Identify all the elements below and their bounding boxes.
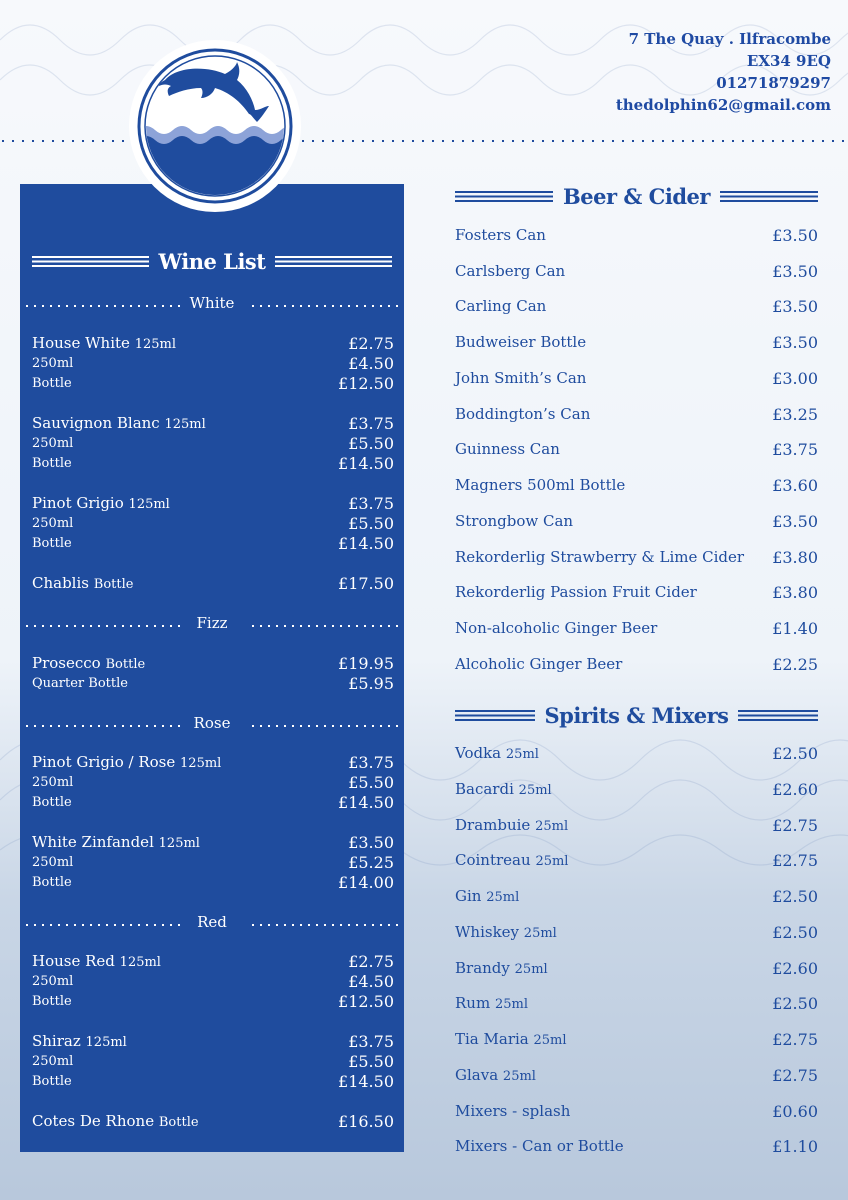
spirit-item: Cointreau 25ml £2.75 bbox=[455, 851, 818, 870]
dolphin-logo bbox=[129, 40, 301, 212]
heading-rule-right bbox=[275, 256, 392, 267]
spirits-title: Spirits & Mixers bbox=[544, 702, 729, 728]
beer-item: John Smith’s Can £3.00 bbox=[455, 369, 818, 388]
wine-item: Sauvignon Blanc 125ml £3.75 250ml £5.50 Bottle £14.50 bbox=[32, 414, 394, 473]
beer-item: Alcoholic Ginger Beer £2.25 bbox=[455, 655, 818, 674]
beer-item: Carling Can £3.50 bbox=[455, 297, 818, 316]
address-postcode: EX34 9EQ bbox=[746, 52, 831, 70]
address-street: 7 The Quay . Ilfracombe bbox=[628, 30, 831, 48]
address-phone: 01271879297 bbox=[716, 74, 831, 92]
category-fizz: Fizz bbox=[20, 614, 404, 634]
category-rose: Rose bbox=[20, 714, 404, 734]
wine-list-heading bbox=[32, 247, 392, 275]
dolphin-icon bbox=[137, 48, 293, 204]
beer-item: Magners 500ml Bottle £3.60 bbox=[455, 476, 818, 495]
address-email: thedolphin62@gmail.com bbox=[615, 96, 831, 114]
wine-list-panel bbox=[20, 184, 404, 1152]
beer-item: Carlsberg Can £3.50 bbox=[455, 262, 818, 281]
beer-item: Boddington’s Can £3.25 bbox=[455, 405, 818, 424]
spirit-item: Vodka 25ml £2.50 bbox=[455, 744, 818, 763]
wine-item: Chablis Bottle £17.50 bbox=[32, 574, 394, 593]
wine-item: Cotes De Rhone Bottle £16.50 bbox=[32, 1112, 394, 1131]
beer-item: Rekorderlig Strawberry & Lime Cider £3.80 bbox=[455, 548, 818, 567]
heading-rule-left bbox=[32, 256, 149, 267]
spirit-item: Mixers - splash £0.60 bbox=[455, 1102, 818, 1121]
spirit-item: Glava 25ml £2.75 bbox=[455, 1066, 818, 1085]
beer-item: Strongbow Can £3.50 bbox=[455, 512, 818, 531]
beer-item: Budweiser Bottle £3.50 bbox=[455, 333, 818, 352]
heading-rule-right bbox=[738, 710, 818, 721]
beer-item: Non-alcoholic Ginger Beer £1.40 bbox=[455, 619, 818, 638]
wine-list-title: Wine List bbox=[158, 248, 266, 274]
beer-item: Rekorderlig Passion Fruit Cider £3.80 bbox=[455, 583, 818, 602]
wine-item: House Red 125ml £2.75 250ml £4.50 Bottle £12.50 bbox=[32, 952, 394, 1011]
wine-item: White Zinfandel 125ml £3.50 250ml £5.25 Bottle £14.00 bbox=[32, 833, 394, 892]
spirit-item: Whiskey 25ml £2.50 bbox=[455, 923, 818, 942]
contact-address bbox=[616, 28, 831, 116]
wine-item: Prosecco Bottle £19.95 Quarter Bottle £5.95 bbox=[32, 654, 394, 693]
spirit-item: Bacardi 25ml £2.60 bbox=[455, 780, 818, 799]
spirit-item: Gin 25ml £2.50 bbox=[455, 887, 818, 906]
beer-item: Fosters Can £3.50 bbox=[455, 226, 818, 245]
wine-item: Pinot Grigio 125ml £3.75 250ml £5.50 Bottle £14.50 bbox=[32, 494, 394, 553]
heading-rule-left bbox=[455, 710, 535, 721]
heading-rule-left bbox=[455, 191, 553, 202]
spirits-heading bbox=[455, 701, 818, 729]
wine-item: Pinot Grigio / Rose 125ml £3.75 250ml £5.50 Bottle £14.50 bbox=[32, 753, 394, 812]
spirit-item: Drambuie 25ml £2.75 bbox=[455, 816, 818, 835]
heading-rule-right bbox=[720, 191, 818, 202]
wine-item: Shiraz 125ml £3.75 250ml £5.50 Bottle £14.50 bbox=[32, 1032, 394, 1091]
wine-item: House White 125ml £2.75 250ml £4.50 Bottle £12.50 bbox=[32, 334, 394, 393]
category-red: Red bbox=[20, 913, 404, 933]
category-white: White bbox=[20, 294, 404, 314]
spirit-item: Tia Maria 25ml £2.75 bbox=[455, 1030, 818, 1049]
spirit-item: Mixers - Can or Bottle £1.10 bbox=[455, 1137, 818, 1156]
spirit-item: Rum 25ml £2.50 bbox=[455, 994, 818, 1013]
beer-title: Beer & Cider bbox=[563, 183, 710, 209]
beer-item: Guinness Can £3.75 bbox=[455, 440, 818, 459]
dotted-divider bbox=[0, 138, 848, 144]
beer-heading bbox=[455, 182, 818, 210]
spirit-item: Brandy 25ml £2.60 bbox=[455, 959, 818, 978]
